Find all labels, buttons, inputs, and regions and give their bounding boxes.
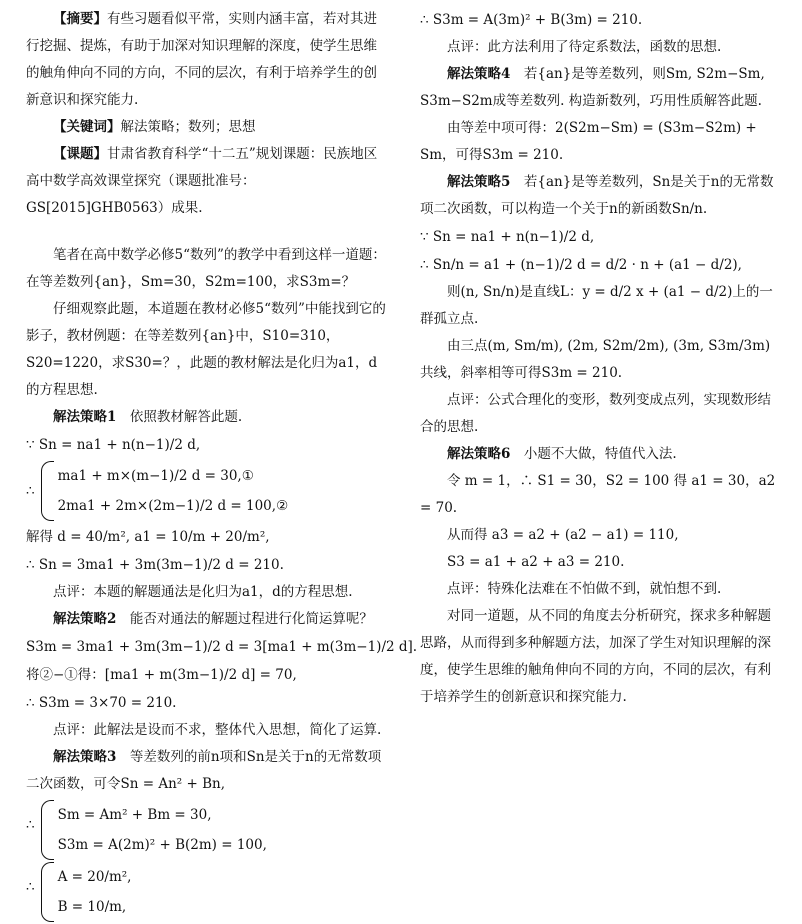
strategy-4 xyxy=(420,61,782,115)
strategy-3-text: 等差数列的前n项和Sn是关于n的无常数项二次函数，可令Sn = An² + Bn, xyxy=(26,749,382,792)
intro-paragraph-1: 笔者在高中数学必修5“数列”的教学中看到这样一道题：在等差数列{an}，Sm=30，S2m=100，求S3m=？ xyxy=(26,247,386,290)
strategy-2-eq-1: S3m = 3ma1 + 3m(3m−1)/2 d = 3[ma1 + m(3m−1)/2 d]. xyxy=(26,639,418,655)
strategy-1-text: 依照教材解答此题. xyxy=(129,409,243,425)
conclusion: 对同一道题，从不同的角度去分析研究，探求多种解题思路，从而得到多种解题方法，加深了学生对知识理解的深度，使学生思维的触角伸向不同的方向，不同的层次，有利于培养学生的创新意识和探究能力. xyxy=(420,608,771,705)
strategy-3-solution: ∴ A = 20/m², B = 10/m, xyxy=(26,862,388,922)
strategy-6 xyxy=(420,441,782,468)
strategy-6-eq-3: S3 = a1 + a2 + a3 = 210. xyxy=(447,554,625,570)
strategy-6-comment: 点评：特殊化法难在不怕做不到，就怕想不到. xyxy=(447,581,722,597)
strategy-1-solution: 解得 d = 40/m², a1 = 10/m + 20/m², xyxy=(26,529,270,545)
strategy-5-text: 若{an}是等差数列，Sn是关于n的无常数项二次函数，可以构造一个关于n的新函数Sn/n. xyxy=(420,174,774,217)
strategy-2-heading: 解法策略2 xyxy=(53,611,117,627)
strategy-5-eq-1: ∵ Sn = na1 + n(n−1)/2 d, xyxy=(420,229,595,245)
strategy-1-system-eq-2: 2ma1 + 2m×(2m−1)/2 d = 100,② xyxy=(57,498,289,514)
keywords xyxy=(26,114,388,141)
project-text: 甘肃省教育科学“十二五”规划课题：民族地区高中数学高效课堂探究（课题批准号：GS[2015]GHB0563）成果. xyxy=(26,146,378,216)
keywords-label: 【关键词】 xyxy=(53,119,121,135)
strategy-3-result: ∴ S3m = A(3m)² + B(3m) = 210. xyxy=(420,12,643,28)
strategy-1-system: ∴ ma1 + m×(m−1)/2 d = 30,① 2ma1 + 2m×(2m−1)/2 d = 100,② xyxy=(26,461,388,521)
project xyxy=(26,141,388,222)
strategy-2 xyxy=(26,606,388,633)
strategy-5-eq-4: 由三点(m, Sm/m), (2m, S2m/2m), (3m, S3m/3m)共线，斜率相等可得S3m = 210. xyxy=(420,338,771,381)
strategy-3-system-eq-1: Sm = Am² + Bm = 30, xyxy=(57,807,212,823)
strategy-1-eq-1: ∵ Sn = na1 + n(n−1)/2 d, xyxy=(26,437,201,453)
strategy-1-system-eq-1: ma1 + m×(m−1)/2 d = 30,① xyxy=(57,468,254,484)
strategy-4-text: 若{an}是等差数列，则Sm, S2m−Sm, S3m−S2m成等差数列. 构造新数列，巧用性质解答此题. xyxy=(420,66,765,109)
strategy-3-system-eq-2: S3m = A(2m)² + B(2m) = 100, xyxy=(57,837,267,853)
abstract xyxy=(26,6,388,114)
strategy-2-comment: 点评：此解法是设而不求，整体代入思想，简化了运算. xyxy=(53,722,382,738)
strategy-3 xyxy=(26,744,388,798)
strategy-2-result: ∴ S3m = 3×70 = 210. xyxy=(26,695,177,711)
strategy-1 xyxy=(26,404,388,431)
strategy-2-eq-2: 将②−①得：[ma1 + m(3m−1)/2 d] = 70, xyxy=(26,667,297,683)
strategy-4-eq: 由等差中项可得：2(S2m−Sm) = (S3m−S2m) + Sm，可得S3m = 210. xyxy=(420,120,757,163)
strategy-5-comment: 点评：公式合理化的变形，数列变成点列，实现数形结合的思想. xyxy=(420,392,771,435)
strategy-5-heading: 解法策略5 xyxy=(447,174,511,190)
strategy-6-heading: 解法策略6 xyxy=(447,446,511,462)
abstract-label: 【摘要】 xyxy=(53,11,107,27)
strategy-1-comment: 点评：本题的解题通法是化归为a1，d的方程思想. xyxy=(53,584,353,600)
strategy-1-result: ∴ Sn = 3ma1 + 3m(3m−1)/2 d = 210. xyxy=(26,557,284,573)
strategy-3-comment: 点评：此方法利用了待定系数法，函数的思想. xyxy=(447,39,722,55)
strategy-3-solution-b: B = 10/m, xyxy=(57,899,127,915)
strategy-6-eq-1: 令 m = 1，∴ S1 = 30，S2 = 100 得 a1 = 30，a2 = 70. xyxy=(420,473,776,516)
project-label: 【课题】 xyxy=(53,146,107,162)
keywords-text: 解法策略；数列；思想 xyxy=(120,119,256,135)
strategy-6-text: 小题不大做，特值代入法. xyxy=(523,446,677,462)
left-column xyxy=(26,6,418,924)
strategy-1-heading: 解法策略1 xyxy=(53,409,117,425)
strategy-5-eq-3: 则(n, Sn/n)是直线L：y = d/2 x + (a1 − d/2)上的一群孤立点. xyxy=(420,284,773,327)
right-column xyxy=(420,6,782,711)
strategy-2-text: 能否对通法的解题过程进行化简运算呢？ xyxy=(129,611,373,627)
strategy-5-eq-2: ∴ Sn/n = a1 + (n−1)/2 d = d/2 · n + (a1 − d/2), xyxy=(420,257,742,273)
strategy-4-heading: 解法策略4 xyxy=(447,66,511,82)
strategy-3-solution-a: A = 20/m², xyxy=(57,869,132,885)
strategy-3-heading: 解法策略3 xyxy=(53,749,117,765)
intro-paragraph-2: 仔细观察此题，本道题在教材必修5“数列”中能找到它的影子，教材例题：在等差数列{an}中，S10=310，S20=1220，求S30=？，此题的教材解法是化归为a1，d的方程思想. xyxy=(26,301,386,398)
strategy-5 xyxy=(420,169,782,223)
strategy-6-eq-2: 从而得 a3 = a2 + (a2 − a1) = 110, xyxy=(447,527,679,543)
strategy-3-system: ∴ Sm = Am² + Bm = 30, S3m = A(2m)² + B(2m) = 100, xyxy=(26,800,388,860)
abstract-text: 有些习题看似平常，实则内涵丰富，若对其进行挖掘、提炼，有助于加深对知识理解的深度，使学生思维的触角伸向不同的方向，不同的层次，有利于培养学生的创新意识和探究能力. xyxy=(26,11,377,108)
